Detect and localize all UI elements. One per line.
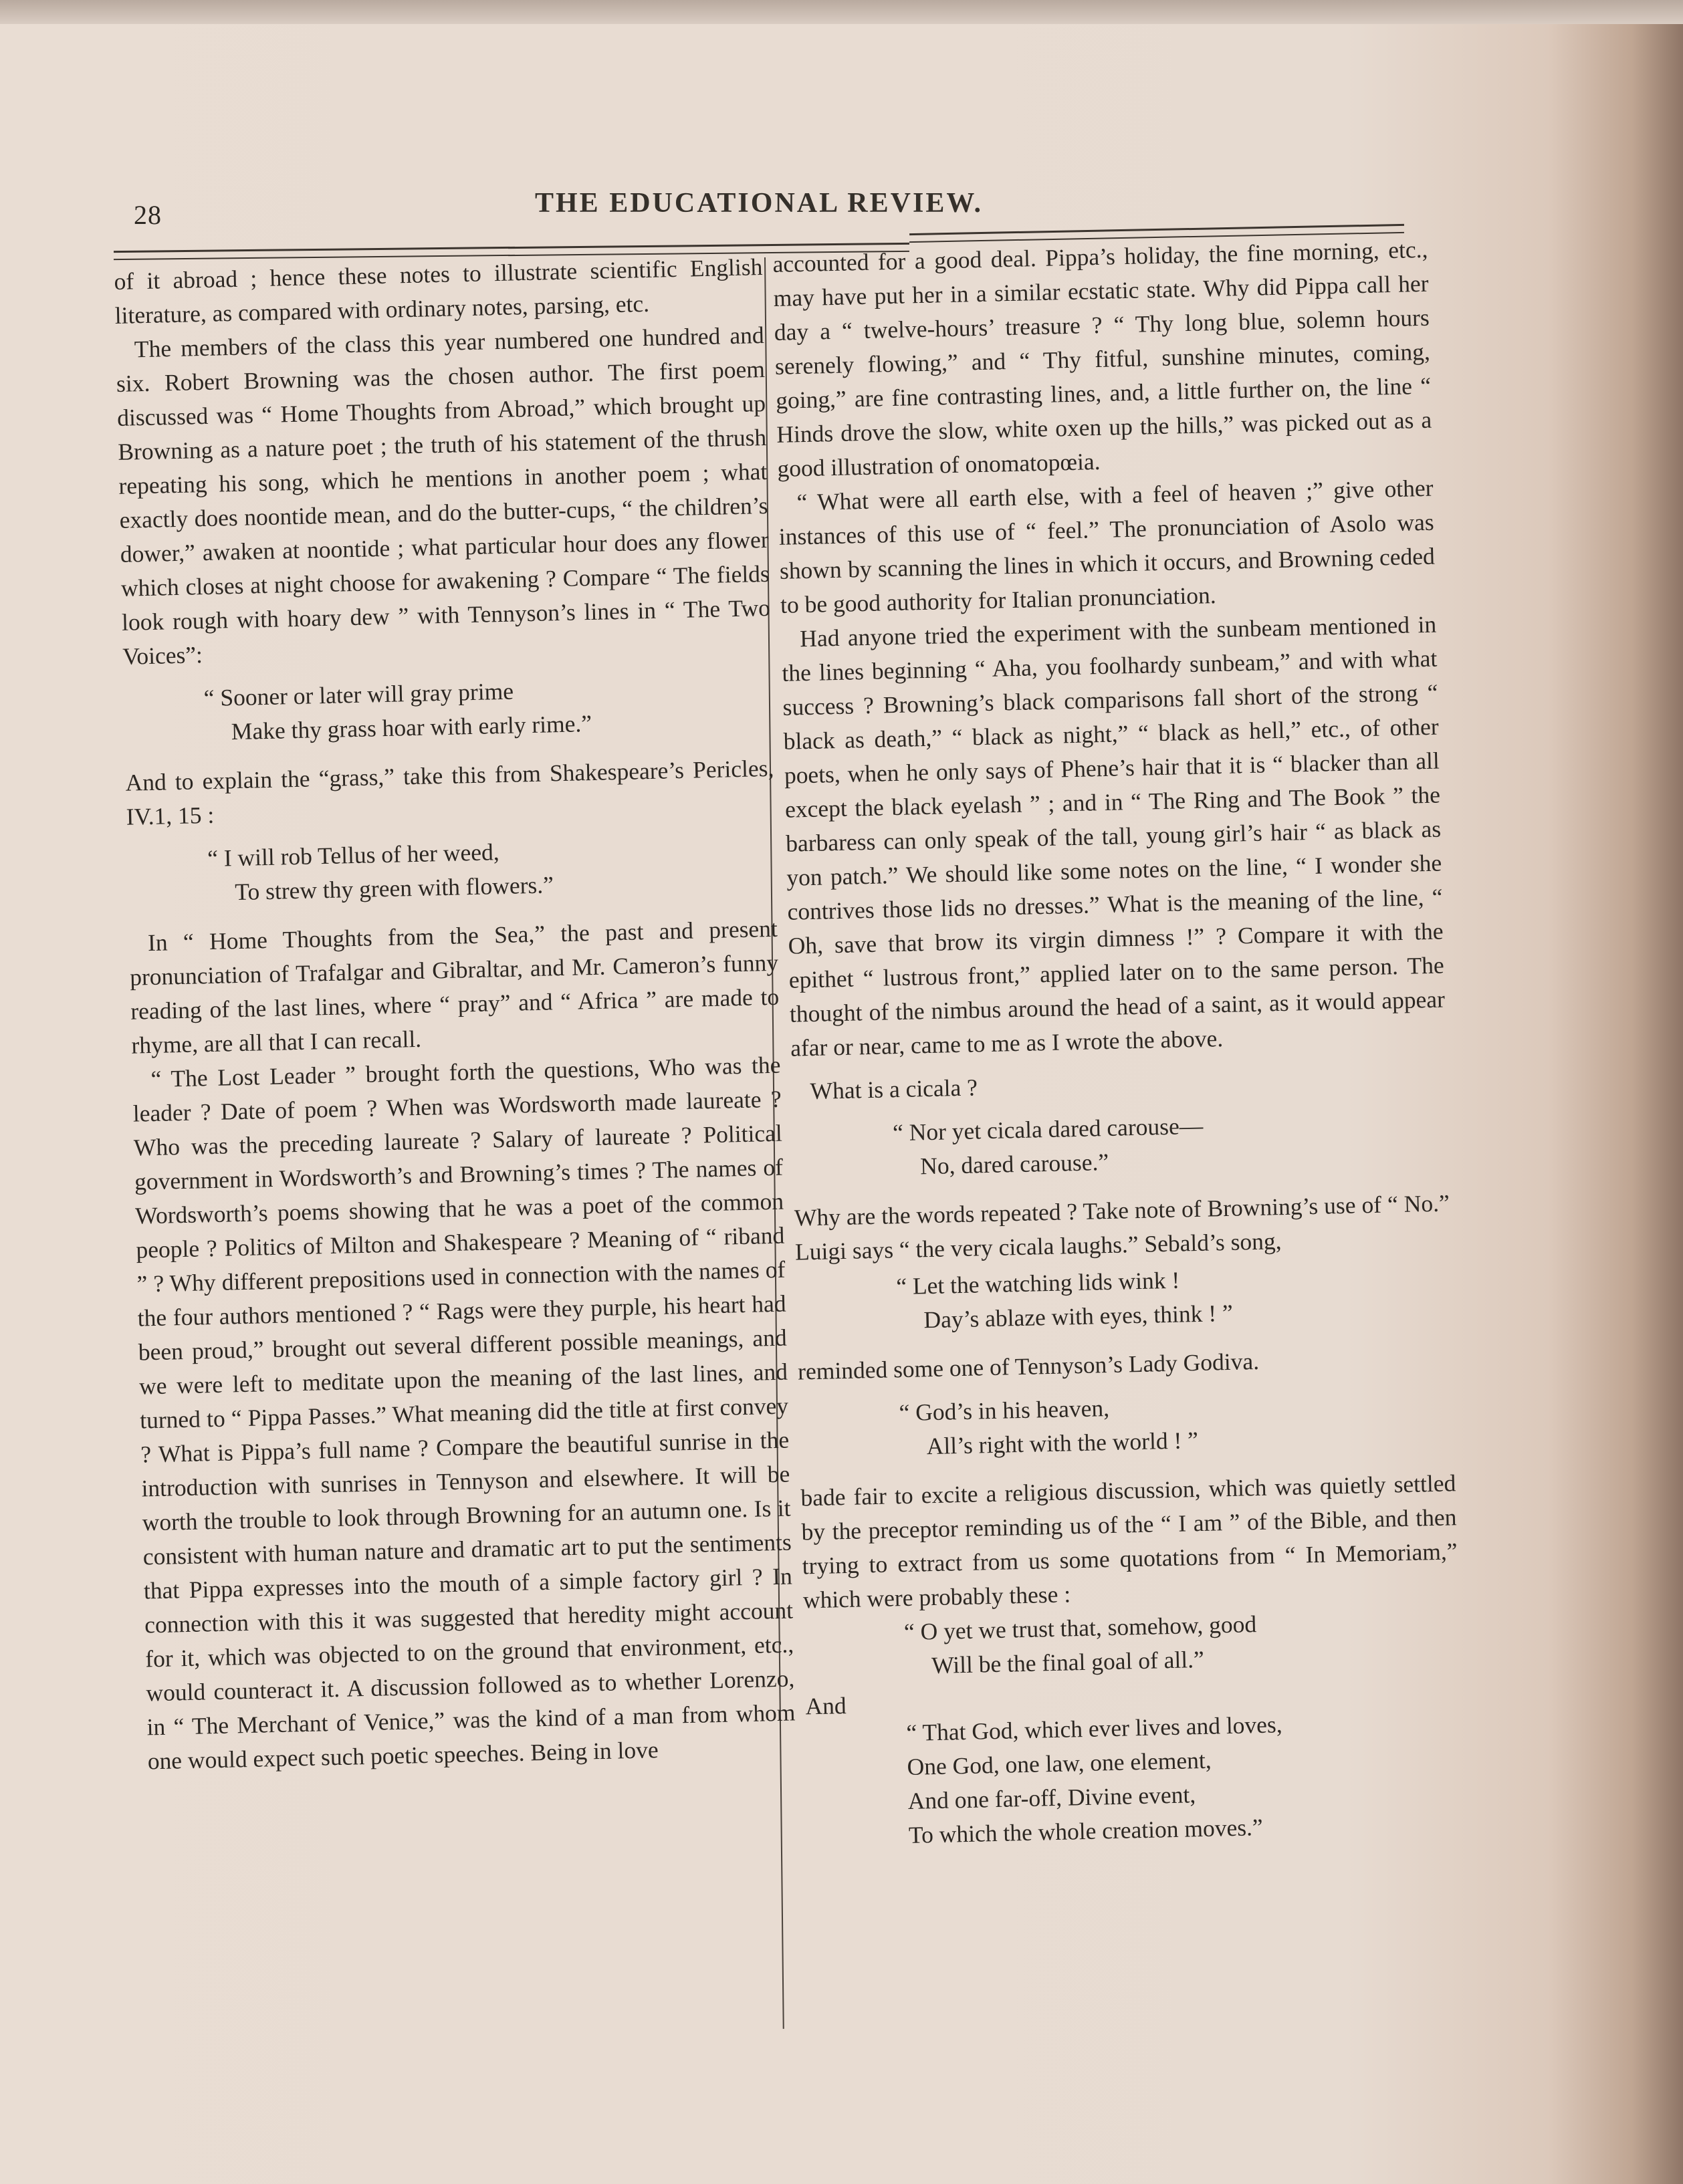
verse-line: And one far-off, Divine event,	[907, 1781, 1196, 1814]
verse-line: “ God’s in his heaven,	[899, 1394, 1110, 1427]
right-paragraph-3: Had anyone tried the experiment with the sunbeam mentioned in the lines beginning “ Aha, you foolhardy sunbeam,” and with what success ? Browning’s black comparisons fall short of the strong “ black as death,” “ black as night,” “ black as hell,” etc., of other poets, when he only says of Phene’s hair that it is “ blacker than all except the black eyelash ” ; and in “ The Ring and The Book ” the barbaress can only speak of the tall, young girl’s hair “ as black as yon patch.” We should like some notes on the line, “ I wonder she contrives those lids no dresses.” What is the meaning of the line, “ Oh, save that brow its virgin dimness !” ? Compare it with the epithet “ lustrous front,” applied later on to the same person. The thought of the nimbus around the head of a saint, as it would appear afar or near, came to me as I wrote the above.	[781, 610, 1446, 1062]
left-paragraph-5: “ The Lost Leader ” brought forth the questions, Who was the leader ? Date of poem ? When was Wordsworth made laureate ? Who was the preceding laureate ? Salary of laureate ? Political government in Wordsworth’s and Browning’s times ? The names of Wordsworth’s poems showing that he was a poet of the common people ? Politics of Milton and Shakespeare ? Meaning of “ riband ” ? Why different prepositions used in connection with the names of the four authors mentioned ? “ Rags were they purple, his heart had been proud,” brought out several different possible meanings, and we were left to meditate upon the meaning of the last lines, and turned to “ Pippa Passes.” What meaning did the title at first convey ? What is Pippa’s full name ? Compare the beautiful sunrise in the introduction with sunrises in Tennyson and elsewhere. It will be worth the trouble to look through Browning for an autumn one. Is it consistent with human nature and dramatic art to put the sentiments that Pippa expresses into the mouth of a simple factory girl ? In connection with this it was suggested that heredity might account for it, which was objected to on the ground that environment, etc., would counteract it. A discussion followed as to whether Lorenzo, in “ The Merchant of Venice,” was the kind of a man from whom one would expect such poetic speeches. Being in love	[132, 1051, 796, 1775]
verse-in-memoriam-2	[806, 1703, 1464, 1854]
verse-line: One God, one law, one element,	[907, 1746, 1212, 1781]
and-label: And	[805, 1692, 847, 1720]
left-paragraph-4: In “ Home Thoughts from the Sea,” the past and present pronunciation of Trafalgar and Gibraltar, and Mr. Cameron’s funny reading of the last lines, where “ pray” and “ Africa ” are made to rhyme, are all that I can recall.	[129, 915, 780, 1059]
verse-line: No, dared carouse.”	[919, 1148, 1109, 1180]
verse-line: Day’s ablaze with eyes, think ! ”	[923, 1299, 1234, 1334]
verse-gods-in-his-heaven	[798, 1383, 1455, 1466]
running-head	[107, 179, 1411, 233]
right-paragraph-4: What is a cicala ?	[810, 1074, 978, 1105]
left-paragraph-2: The members of the class this year numbered one hundred and six. Robert Browning was the chosen author. The first poem discussed was “ Home Thoughts from Abroad,” which brought up Browning as a nature poet ; the truth of his statement of the thrush repeating his song, which he mentions in another poem ; what exactly does noontide mean, and do the butter-cups, “ the children’s dower,” awaken at noontide ; what particular hour does any flower which closes at night choose for awakening ? Compare “ The fields look rough with hoary dew ” with Tennyson’s lines in “ The Two Voices”:	[116, 321, 771, 670]
verse-pericles	[127, 829, 777, 912]
left-paragraph-3: And to explain the “grass,” take this from Shakespeare’s Pericles, IV.1, 15 :	[125, 754, 774, 830]
verse-line: To which the whole creation moves.”	[908, 1813, 1264, 1848]
page-number: 28	[134, 200, 162, 230]
verse-sebald-song	[796, 1257, 1452, 1340]
journal-title: THE EDUCATIONAL REVIEW.	[535, 188, 983, 219]
right-paragraph-7: bade fair to excite a religious discussion, which was quietly settled by the preceptor reminding us of the “ I am ” of the Bible, and then trying to extract from us some quotations from “ In Memoriam,” which were probably these :	[800, 1469, 1458, 1614]
right-paragraph-6: reminded some one of Tennyson’s Lady Godiva.	[797, 1347, 1260, 1385]
right-paragraph-1: accounted for a good deal. Pippa’s holiday, the fine morning, etc., may have put her in a similar ecstatic state. Why did Pippa call her day a “ twelve-hours’ treasure ? “ Thy long blue, solemn hours serenely flowing,” and “ Thy fitful, sunshine minutes, coming, going,” are fine contrasting lines, and, a little further on, the line “ Hinds drove the slow, white oxen up the hills,” was picked out as a good illustration of onomatopœia.	[772, 235, 1432, 482]
verse-line: “ That God, which ever lives and loves,	[906, 1711, 1283, 1747]
verse-line: Make thy grass hoar with early rime.”	[231, 709, 592, 745]
left-paragraph-1: of it abroad ; hence these notes to illustrate scientific English literature, as compared with ordinary notes, parsing, etc.	[114, 253, 763, 329]
verse-line: “ Sooner or later will gray prime	[203, 677, 514, 712]
verse-line: To strew thy green with flowers.”	[234, 871, 554, 906]
right-column	[772, 233, 1464, 1870]
verse-line: “ I will rob Tellus of her weed,	[207, 838, 500, 872]
verse-line: “ O yet we trust that, somehow, good	[903, 1610, 1257, 1646]
left-column	[114, 250, 796, 1778]
verse-cicala	[792, 1103, 1449, 1186]
verse-line: All’s right with the world ! ”	[926, 1427, 1199, 1460]
right-paragraph-2: “ What were all earth else, with a feel of heaven ;” give other instances of this use of “ feel.” The pronunciation of Asolo was shown by scanning the lines in which it occurs, and Browning ceded to be good authority for Italian pronunciation.	[778, 474, 1436, 618]
verse-line: Will be the final goal of all.”	[931, 1645, 1205, 1679]
top-shadow	[0, 0, 1683, 24]
verse-line: “ Nor yet cicala dared carouse—	[892, 1112, 1204, 1146]
right-paragraph-5: Why are the words repeated ? Take note of Browning’s use of “ No.” Luigi says “ the very cicala laughs.” Sebald’s song,	[794, 1189, 1450, 1265]
verse-line: “ Let the watching lids wink !	[895, 1266, 1180, 1300]
verse-tennyson-two-voices	[123, 669, 773, 751]
